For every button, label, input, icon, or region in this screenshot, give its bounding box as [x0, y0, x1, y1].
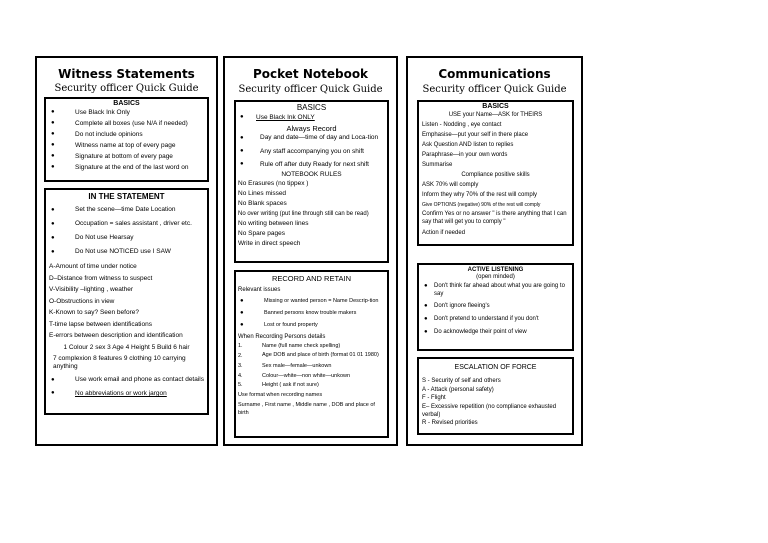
list-item: ● No abbreviations or work jargon [49, 389, 204, 398]
notebook-rules-heading: NOTEBOOK RULES [281, 171, 342, 178]
active-listening-sub: (open minded) [476, 274, 515, 280]
list-item: E-errors between description and identification [49, 332, 183, 339]
witness-statement-heading: IN THE STATEMENT [88, 192, 165, 201]
escalation-box [417, 357, 574, 435]
list-item: ● Banned persons know trouble makers [238, 309, 385, 318]
person-details-list [238, 342, 385, 390]
list-item: ● Occupation = sales assistant , driver etc. [49, 217, 204, 231]
comms-basics-line: Ask Question AND listen to replies [422, 142, 514, 148]
comms-subtitle: Security officer Quick Guide [422, 84, 567, 95]
comms-basics-line: Inform they why 70% of the rest will comply [422, 192, 538, 198]
list-item: ● Signature at the end of the last word on [49, 162, 204, 173]
comms-basics-line: Listen - Nodding , eye contact [422, 122, 502, 128]
adviker-list [49, 261, 204, 342]
escalation-heading: ESCALATION OF FORCE [454, 364, 537, 371]
witness-basics-list [49, 107, 204, 173]
list-item: T-time lapse between identifications [49, 320, 152, 328]
comms-basics-line: Summarise [422, 162, 453, 168]
witness-subtitle: Security officer Quick Guide [54, 83, 199, 94]
item-number: 2. [238, 352, 243, 359]
item-text: Colour—white—non white—unkown [262, 372, 351, 379]
escalation-line: E– Excessive repetition (no compliance exhausted verbal) [422, 403, 557, 418]
list-item [238, 352, 385, 361]
always-record-label: Always Record [286, 124, 337, 133]
list-item: O-Obstructions in view [49, 297, 115, 305]
comms-basics-line: USE your Name—ASK for THEIRS [448, 112, 543, 118]
comms-basics-line: Emphasise—put your self in there place [422, 132, 529, 138]
action-line: Action if needed [422, 230, 466, 236]
list-item: V-Visibility –lighting , weather [49, 286, 134, 293]
list-item: ● Use work email and phone as contact details [49, 376, 204, 385]
format-label: Use format when recording names [238, 391, 323, 398]
active-listening-list [422, 282, 569, 338]
item-number: 3. [238, 363, 243, 369]
list-item [238, 342, 385, 351]
witness-basics-heading: BASICS [113, 100, 140, 107]
list-item: ● Do acknowledge their point of view [422, 327, 569, 338]
item-number: 5. [238, 382, 243, 388]
witness-statement-bullets-2 [49, 376, 204, 399]
record-bullets [238, 297, 385, 330]
list-item: No over writing (put line through still can be read) [238, 211, 369, 217]
notebook-title: Pocket Notebook [252, 67, 369, 81]
list-item: ● Don't pretend to understand if you don't [422, 314, 569, 325]
witness-statement-bullets [49, 203, 204, 259]
comms-basics-heading: BASICS [482, 103, 509, 110]
list-item: ● Witness name at top of every page [49, 140, 204, 151]
list-item: Write in direct speech [238, 240, 301, 247]
record-retain-box [234, 270, 389, 438]
list-item [238, 372, 385, 381]
list-item: No Lines missed [238, 190, 287, 197]
escalation-line: A - Attack (personal safety) [422, 386, 494, 393]
description-line-2: 7 complexion 8 features 9 clothing 10 carrying anything [53, 354, 186, 370]
list-item: ● Don't ignore fleeing's [422, 301, 569, 312]
list-item: A-Amount of time under notice [49, 263, 137, 270]
comms-basics-box [417, 100, 574, 246]
list-item: ● Any staff accompanying you on shift [238, 146, 385, 157]
list-item: ● Use Black Ink Only [49, 107, 204, 118]
list-item: ● Do Not use NOTICED use I SAW [49, 245, 204, 259]
list-item: ● Signature at bottom of every page [49, 151, 204, 162]
list-item: No Spare pages [238, 230, 285, 237]
notebook-basics-list-1 [238, 112, 385, 123]
witness-title: Witness Statements [58, 67, 195, 81]
relevant-issues-label: Relevant issues [238, 287, 281, 293]
list-item: ● Use Black Ink ONLY [238, 112, 385, 123]
list-item [238, 362, 385, 371]
item-text: Sex male—female—unkown [262, 363, 332, 369]
list-item: K-Known to say? Seen before? [49, 309, 139, 316]
confirm-line: Confirm Yes or no answer " is there anything that I can say that will get you to comply " [422, 211, 567, 225]
list-item: ● Lost or found property [238, 321, 385, 330]
witness-panel [35, 56, 218, 446]
notebook-basics-heading: BASICS [296, 103, 327, 112]
comms-title: Communications [438, 67, 551, 81]
item-text: Age DOB and place of birth (format 01 01 1980) [262, 351, 379, 358]
list-item: ● Set the scene—time Date Location [49, 203, 204, 217]
list-item: ● Do Not use Hearsay [49, 231, 204, 245]
list-item: No Erasures (no tippex ) [238, 180, 309, 187]
escalation-line: S - Security of self and others [422, 378, 501, 384]
list-item: ● Do not include opinions [49, 129, 204, 140]
comms-basics-line: Paraphrase—in your own words [422, 152, 508, 158]
description-line-1: 1 Colour 2 sex 3 Age 4 Height 5 Build 6 hair [63, 343, 190, 351]
list-item [238, 381, 385, 390]
notebook-basics-list-2 [238, 134, 385, 170]
name-format: Surname , First name , Middle name , DOB and place of birth [238, 402, 375, 416]
item-number: 4. [238, 372, 243, 379]
list-item: ● Complete all boxes (use N/A if needed) [49, 118, 204, 129]
witness-statement-box [44, 188, 209, 415]
notebook-subtitle: Security officer Quick Guide [238, 84, 383, 95]
comms-basics-line: ASK 70% will comply [422, 182, 479, 188]
escalation-line: R - Revised priorities [422, 419, 478, 426]
list-item: ● Don't think far ahead about what you are going to say [422, 282, 569, 298]
active-listening-heading: ACTIVE LISTENING [467, 267, 524, 273]
active-listening-box [417, 263, 574, 351]
notebook-basics-box [234, 100, 389, 263]
witness-basics-box [44, 97, 209, 182]
item-number: 1. [238, 343, 243, 349]
escalation-line: F - Flight [422, 395, 446, 401]
options-line: Give OPTIONS (negative) 90% of the rest will comply [422, 202, 541, 208]
list-item: No writing between lines [238, 220, 309, 227]
list-item: ● Rule off after duty Ready for next shift [238, 159, 385, 170]
when-recording-label: When Recording Persons details [238, 334, 326, 340]
list-item: ● Day and date—time of day and Loca-tion [238, 134, 385, 142]
list-item: No Blank spaces [238, 200, 287, 207]
list-item: D–Distance from witness to suspect [49, 274, 153, 282]
list-item: ● Missing or wanted person = Name Descrip-tion [238, 297, 385, 305]
comms-panel [406, 56, 583, 446]
compliance-heading: Compliance positive skills [461, 172, 530, 178]
item-text: Height ( ask if not sure) [262, 382, 319, 388]
notebook-panel [223, 56, 398, 446]
record-retain-heading: RECORD AND RETAIN [271, 274, 352, 283]
item-text: Name (full name check spelling) [262, 343, 341, 349]
notebook-rules-list [238, 179, 385, 249]
